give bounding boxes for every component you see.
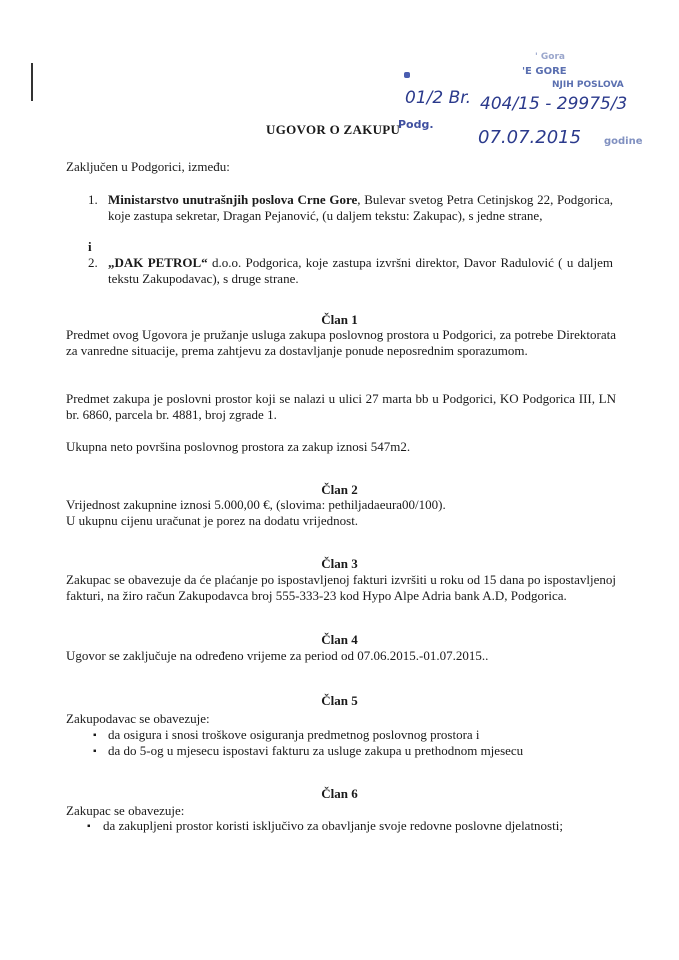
- article-3-paragraph-1: Zakupac se obavezuje da će plaćanje po ispostavljenoj fakturi izvršiti u roku od 15 dana po ispostavljenoj fakturi, na žiro račun Zakupodavca broj 555-333-23 kod Hypo Alpe Adria bank A.D, Podgorica.: [66, 572, 616, 603]
- stamp-line-4: Podg.: [398, 118, 434, 131]
- scan-margin-mark: [31, 63, 33, 101]
- article-5-item-1: da osigura i snosi troškove osiguranja predmetnog poslovnog prostora i: [108, 727, 480, 742]
- article-1-paragraph-2: Predmet zakupa je poslovni prostor koji se nalazi u ulici 27 marta bb u Podgorici, KO Podgorica III, LN br. 6860, parcela br. 4881, broj zgrade 1.: [66, 391, 616, 422]
- bullet-icon: ▪: [93, 730, 97, 741]
- article-1-paragraph-3: Ukupna neto površina poslovnog prostora za zakup iznosi 547m2.: [66, 439, 411, 454]
- stamp-line-1: ' Gora: [535, 52, 565, 62]
- party-1-text: [108, 192, 613, 224]
- article-2-heading: Član 2: [321, 482, 358, 497]
- party-1-details: , Bulevar svetog Petra Cetinjskog 22, Podgorica, koje zastupa sekretar, Dragan Pejanović, (u daljem tekstu: Zakupac), s jedne strane,: [108, 192, 614, 223]
- stamp-line-5: godine: [604, 136, 643, 147]
- article-5-intro: Zakupodavac se obavezuje:: [66, 711, 210, 726]
- article-4-heading: Član 4: [321, 632, 358, 647]
- handwritten-ref-2: 404/15 - 29975/3: [480, 94, 628, 114]
- article-2-paragraph-1: Vrijednost zakupnine iznosi 5.000,00 €, (slovima: pethiljadaeura00/100).: [66, 497, 446, 512]
- intro-line: Zaključen u Podgorici, između:: [66, 159, 230, 174]
- article-4-paragraph-1: Ugovor se zaključuje na određeno vrijeme za period od 07.06.2015.-01.07.2015..: [66, 648, 489, 663]
- article-2-paragraph-2: U ukupnu cijenu uračunat je porez na dodatu vrijednost.: [66, 513, 359, 528]
- article-5-heading: Član 5: [321, 693, 358, 708]
- article-1-heading: Član 1: [321, 312, 358, 327]
- bullet-icon: ▪: [93, 746, 97, 757]
- article-1-paragraph-1: Predmet ovog Ugovora je pružanje usluga zakupa poslovnog prostora u Podgorici, za potrebe Direktorata za vanredne situacije, prema zahtjevu za dostavljanje ponude neposrednim sporazumom.: [66, 327, 616, 358]
- article-3-heading: Član 3: [321, 556, 358, 571]
- party-2-number: 2.: [88, 255, 98, 270]
- article-6-item-1: da zakupljeni prostor koristi isključivo za obavljanje svoje redovne poslovne djelatnosti;: [103, 818, 563, 833]
- party-2-text: [108, 255, 613, 287]
- article-6-heading: Član 6: [321, 786, 358, 801]
- party-1-name: Ministarstvo unutrašnjih poslova Crne Gore: [108, 192, 358, 207]
- party-1-number: 1.: [88, 192, 98, 207]
- stamp-mark-icon: [404, 72, 410, 78]
- handwritten-ref-1: 01/2 Br.: [405, 88, 472, 108]
- article-5-item-2: da do 5-og u mjesecu ispostavi fakturu za usluge zakupa u prethodnom mjesecu: [108, 743, 524, 758]
- document-title: UGOVOR O ZAKUPU: [266, 122, 401, 137]
- conjunction-i: i: [88, 239, 92, 254]
- party-2-name: „DAK PETROL“: [108, 255, 208, 270]
- stamp-line-2: 'E GORE: [522, 66, 567, 77]
- handwritten-date: 07.07.2015: [478, 127, 582, 148]
- article-6-intro: Zakupac se obavezuje:: [66, 803, 185, 818]
- party-2-details: d.o.o. Podgorica, koje zastupa izvršni direktor, Davor Radulović ( u daljem tekstu Zakupodavac), s druge strane.: [108, 255, 613, 286]
- bullet-icon: ▪: [87, 821, 91, 832]
- stamp-line-3: NJIH POSLOVA: [552, 80, 624, 90]
